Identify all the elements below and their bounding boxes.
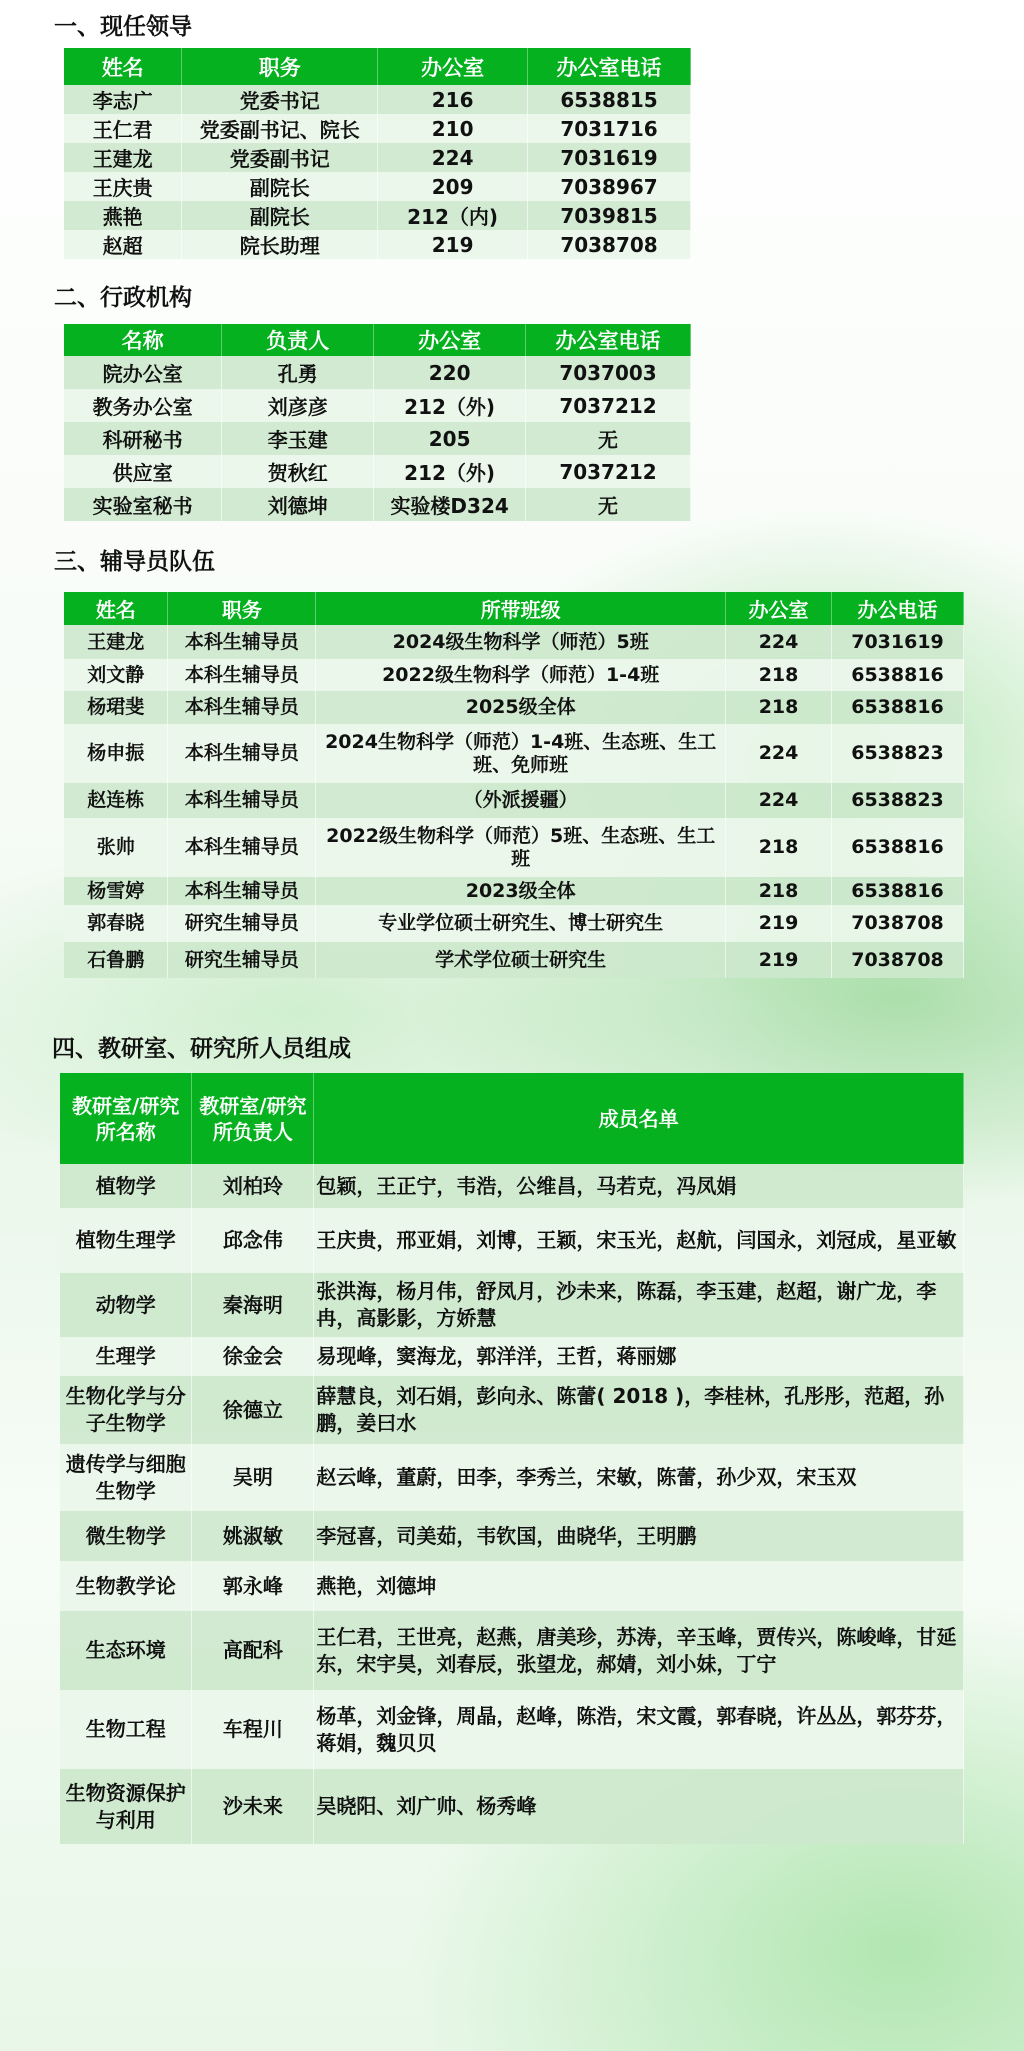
table-cell: 216 xyxy=(378,85,528,114)
table-cell: 7037212 xyxy=(526,455,691,488)
table-cell: 2024级生物科学（师范）5班 xyxy=(316,625,726,659)
research-table xyxy=(60,1073,964,1844)
table-cell: 微生物学 xyxy=(60,1511,192,1561)
column-header: 负责人 xyxy=(222,324,374,356)
column-header: 办公室电话 xyxy=(526,324,691,356)
research-row xyxy=(60,1611,964,1690)
counselor-row xyxy=(64,691,964,724)
leader-row xyxy=(64,85,691,114)
table-cell: 209 xyxy=(378,172,528,201)
column-header: 所带班级 xyxy=(316,592,726,625)
table-cell: 学术学位硕士研究生 xyxy=(316,942,726,978)
table-cell: 包颖，王正宁，韦浩，公维昌，马若克，冯凤娟 xyxy=(314,1164,964,1208)
table-cell: 7031619 xyxy=(528,143,691,172)
table-cell: 2023级全体 xyxy=(316,877,726,905)
column-header: 办公室电话 xyxy=(528,48,691,85)
table-cell: 研究生辅导员 xyxy=(168,905,316,942)
section-title-research: 四、教研室、研究所人员组成 xyxy=(52,1036,351,1062)
table-cell: 6538823 xyxy=(832,783,964,818)
table-cell: 院办公室 xyxy=(64,356,222,389)
table-cell: 6538816 xyxy=(832,818,964,877)
table-cell: 224 xyxy=(378,143,528,172)
table-cell: 赵连栋 xyxy=(64,783,168,818)
table-cell: 姚淑敏 xyxy=(192,1511,314,1561)
table-cell: 6538815 xyxy=(528,85,691,114)
research-row xyxy=(60,1164,964,1208)
table-cell: 219 xyxy=(378,230,528,259)
table-cell: 王庆贵，邢亚娟，刘博，王颖，宋玉光，赵航，闫国永，刘冠成，星亚敏 xyxy=(314,1208,964,1273)
table-cell: 刘彦彦 xyxy=(222,389,374,422)
table-cell: 燕艳 xyxy=(64,201,182,230)
table-cell: 燕艳，刘德坤 xyxy=(314,1561,964,1611)
table-cell: 王建龙 xyxy=(64,143,182,172)
table-cell: 张洪海，杨月伟，舒凤月，沙未来，陈磊，李玉建，赵超，谢广龙，李冉，高影影，方娇慧 xyxy=(314,1273,964,1337)
table-cell: 易现峰，窦海龙，郭洋洋，王哲，蒋丽娜 xyxy=(314,1337,964,1376)
column-header: 成员名单 xyxy=(314,1073,964,1164)
research-row xyxy=(60,1769,964,1844)
table-cell: 副院长 xyxy=(182,201,378,230)
counselor-row xyxy=(64,625,964,659)
table-cell: 2022级生物科学（师范）1-4班 xyxy=(316,659,726,691)
table-cell: 郭永峰 xyxy=(192,1561,314,1611)
table-cell: 秦海明 xyxy=(192,1273,314,1337)
table-cell: 科研秘书 xyxy=(64,422,222,455)
research-row xyxy=(60,1208,964,1273)
table-cell: 本科生辅导员 xyxy=(168,625,316,659)
table-cell: 218 xyxy=(726,659,832,691)
table-cell: 6538816 xyxy=(832,877,964,905)
table-cell: 院长助理 xyxy=(182,230,378,259)
table-cell: 遗传学与细胞生物学 xyxy=(60,1444,192,1511)
table-cell: 6538816 xyxy=(832,691,964,724)
table-cell: 本科生辅导员 xyxy=(168,818,316,877)
table-cell: 党委副书记、院长 xyxy=(182,114,378,143)
column-header: 教研室/研究所名称 xyxy=(60,1073,192,1164)
admin-row xyxy=(64,488,691,521)
research-row xyxy=(60,1337,964,1376)
leader-row xyxy=(64,230,691,259)
table-cell: 吴明 xyxy=(192,1444,314,1511)
table-cell: 212（外) xyxy=(374,455,526,488)
table-cell: 生理学 xyxy=(60,1337,192,1376)
table-cell: 李玉建 xyxy=(222,422,374,455)
table-cell: 赵云峰，董蔚，田李，李秀兰，宋敏，陈蕾，孙少双，宋玉双 xyxy=(314,1444,964,1511)
table-cell: 本科生辅导员 xyxy=(168,877,316,905)
admin-row xyxy=(64,422,691,455)
table-cell: 219 xyxy=(726,905,832,942)
counselor-row xyxy=(64,942,964,978)
table-cell: 杨珺斐 xyxy=(64,691,168,724)
counselor-row xyxy=(64,659,964,691)
column-header: 职务 xyxy=(182,48,378,85)
leader-row xyxy=(64,114,691,143)
table-cell: 植物生理学 xyxy=(60,1208,192,1273)
table-cell: 7039815 xyxy=(528,201,691,230)
table-cell: 2025级全体 xyxy=(316,691,726,724)
research-row xyxy=(60,1273,964,1337)
table-cell: （外派援疆） xyxy=(316,783,726,818)
table-cell: 210 xyxy=(378,114,528,143)
table-cell: 石鲁鹏 xyxy=(64,942,168,978)
table-cell: 2024生物科学（师范）1-4班、生态班、生工班、免师班 xyxy=(316,724,726,783)
table-cell: 无 xyxy=(526,488,691,521)
table-cell: 本科生辅导员 xyxy=(168,783,316,818)
table-cell: 224 xyxy=(726,724,832,783)
table-cell: 218 xyxy=(726,818,832,877)
table-cell: 徐德立 xyxy=(192,1376,314,1444)
column-header: 教研室/研究所负责人 xyxy=(192,1073,314,1164)
table-cell: 6538816 xyxy=(832,659,964,691)
research-row xyxy=(60,1376,964,1444)
admin-row xyxy=(64,389,691,422)
table-cell: 供应室 xyxy=(64,455,222,488)
counselor-row xyxy=(64,818,964,877)
table-cell: 本科生辅导员 xyxy=(168,724,316,783)
section-title-leaders: 一、现任领导 xyxy=(54,14,192,40)
counselor-row xyxy=(64,724,964,783)
table-cell: 7031619 xyxy=(832,625,964,659)
table-cell: 生物资源保护与利用 xyxy=(60,1769,192,1844)
table-cell: 研究生辅导员 xyxy=(168,942,316,978)
column-header: 办公室 xyxy=(374,324,526,356)
table-cell: 生物教学论 xyxy=(60,1561,192,1611)
table-cell: 7038708 xyxy=(832,942,964,978)
table-cell: 王仁君，王世亮，赵燕，唐美珍，苏涛，辛玉峰，贾传兴，陈峻峰，甘延东，宋宇昊，刘春辰，张望龙，郝婧，刘小妹，丁宁 xyxy=(314,1611,964,1690)
table-cell: 219 xyxy=(726,942,832,978)
column-header: 办公室 xyxy=(726,592,832,625)
leader-row xyxy=(64,172,691,201)
column-header: 姓名 xyxy=(64,592,168,625)
counselor-row xyxy=(64,783,964,818)
table-cell: 本科生辅导员 xyxy=(168,691,316,724)
table-cell: 无 xyxy=(526,422,691,455)
column-header: 姓名 xyxy=(64,48,182,85)
column-header: 名称 xyxy=(64,324,222,356)
table-cell: 218 xyxy=(726,691,832,724)
research-header-row xyxy=(60,1073,964,1164)
table-cell: 212（内) xyxy=(378,201,528,230)
column-header: 职务 xyxy=(168,592,316,625)
table-cell: 218 xyxy=(726,877,832,905)
table-cell: 邱念伟 xyxy=(192,1208,314,1273)
research-row xyxy=(60,1444,964,1511)
column-header: 办公室 xyxy=(378,48,528,85)
table-cell: 孔勇 xyxy=(222,356,374,389)
admin-row xyxy=(64,356,691,389)
table-cell: 专业学位硕士研究生、博士研究生 xyxy=(316,905,726,942)
counselors-header-row xyxy=(64,592,964,625)
table-cell: 本科生辅导员 xyxy=(168,659,316,691)
table-cell: 7038967 xyxy=(528,172,691,201)
counselor-row xyxy=(64,877,964,905)
table-cell: 杨革，刘金锋，周晶，赵峰，陈浩，宋文霞，郭春晓，许丛丛，郭芬芬，蒋娟，魏贝贝 xyxy=(314,1690,964,1769)
leaders-header-row xyxy=(64,48,691,85)
counselors-table xyxy=(64,592,964,978)
table-cell: 王建龙 xyxy=(64,625,168,659)
table-cell: 杨申振 xyxy=(64,724,168,783)
table-cell: 沙未来 xyxy=(192,1769,314,1844)
table-cell: 2022级生物科学（师范）5班、生态班、生工班 xyxy=(316,818,726,877)
leaders-table xyxy=(64,48,691,259)
table-cell: 赵超 xyxy=(64,230,182,259)
table-cell: 党委副书记 xyxy=(182,143,378,172)
section-title-admin: 二、行政机构 xyxy=(54,285,192,311)
table-cell: 动物学 xyxy=(60,1273,192,1337)
table-cell: 生物工程 xyxy=(60,1690,192,1769)
table-cell: 薛慧良，刘石娟，彭向永、陈蕾( 2018 )，李桂林，孔彤彤，范超，孙鹏，姜曰水 xyxy=(314,1376,964,1444)
table-cell: 张帅 xyxy=(64,818,168,877)
admin-table xyxy=(64,324,691,521)
table-cell: 刘德坤 xyxy=(222,488,374,521)
table-cell: 车程川 xyxy=(192,1690,314,1769)
table-cell: 实验楼D324 xyxy=(374,488,526,521)
table-cell: 贺秋红 xyxy=(222,455,374,488)
table-cell: 王仁君 xyxy=(64,114,182,143)
table-cell: 220 xyxy=(374,356,526,389)
table-cell: 王庆贵 xyxy=(64,172,182,201)
table-cell: 7037003 xyxy=(526,356,691,389)
table-cell: 7031716 xyxy=(528,114,691,143)
table-cell: 224 xyxy=(726,625,832,659)
table-cell: 植物学 xyxy=(60,1164,192,1208)
table-cell: 高配科 xyxy=(192,1611,314,1690)
table-cell: 6538823 xyxy=(832,724,964,783)
table-cell: 教务办公室 xyxy=(64,389,222,422)
research-row xyxy=(60,1690,964,1769)
table-cell: 224 xyxy=(726,783,832,818)
table-cell: 党委书记 xyxy=(182,85,378,114)
leader-row xyxy=(64,143,691,172)
table-cell: 实验室秘书 xyxy=(64,488,222,521)
table-cell: 刘柏玲 xyxy=(192,1164,314,1208)
table-cell: 7037212 xyxy=(526,389,691,422)
leader-row xyxy=(64,201,691,230)
column-header: 办公电话 xyxy=(832,592,964,625)
table-cell: 生物化学与分子生物学 xyxy=(60,1376,192,1444)
table-cell: 徐金会 xyxy=(192,1337,314,1376)
admin-header-row xyxy=(64,324,691,356)
counselor-row xyxy=(64,905,964,942)
table-cell: 7038708 xyxy=(832,905,964,942)
table-cell: 吴晓阳、刘广帅、杨秀峰 xyxy=(314,1769,964,1844)
research-row xyxy=(60,1511,964,1561)
research-row xyxy=(60,1561,964,1611)
table-cell: 副院长 xyxy=(182,172,378,201)
table-cell: 郭春晓 xyxy=(64,905,168,942)
table-cell: 生态环境 xyxy=(60,1611,192,1690)
admin-row xyxy=(64,455,691,488)
section-title-counselors: 三、辅导员队伍 xyxy=(54,549,215,575)
table-cell: 7038708 xyxy=(528,230,691,259)
table-cell: 205 xyxy=(374,422,526,455)
table-cell: 刘文静 xyxy=(64,659,168,691)
table-cell: 212（外) xyxy=(374,389,526,422)
table-cell: 李志广 xyxy=(64,85,182,114)
table-cell: 李冠喜，司美茹，韦钦国，曲晓华，王明鹏 xyxy=(314,1511,964,1561)
table-cell: 杨雪婷 xyxy=(64,877,168,905)
